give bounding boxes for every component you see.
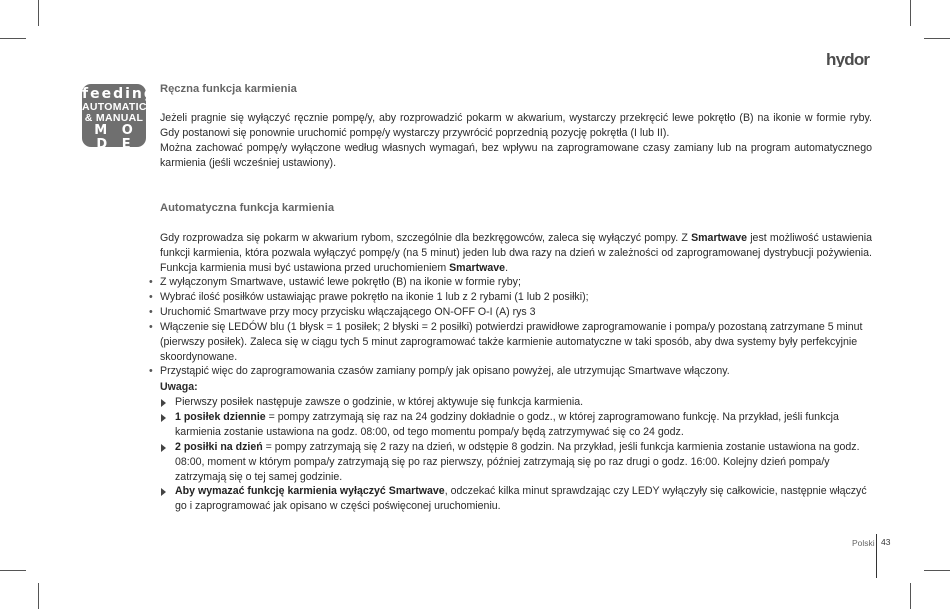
bullet-icon: • (149, 365, 153, 378)
triangle-bullet-icon (161, 414, 166, 422)
bullet-icon: • (149, 276, 153, 288)
bullet-icon: • (149, 320, 153, 333)
note-bold: Aby wymazać funkcję karmienia wyłączyć Smartwave (175, 485, 445, 498)
note-bold: 1 posiłek dziennie (175, 410, 266, 423)
intro-text-e: . (505, 261, 509, 274)
list-item (149, 320, 872, 365)
note-bold: 2 posiłki na dzień (175, 440, 263, 453)
logo-text: hydor (826, 51, 870, 67)
notes-list (160, 395, 872, 514)
footer-language: Polski (852, 538, 875, 548)
note-text: = pompy zatrzymają się 2 razy na dzień, w odstępie 8 godzin. Na przykład, jeśli funkcja karmienia zostanie ustawiona na godz. 08:00, moment w którym pompa/y zatrzymają się po raz pierwszy, później zatrzymają się po raz drugi o godz. 16:00. Kolejny dzień pompa/y zatrzymają się o tej samej godzinie. (175, 440, 860, 483)
automatic-intro (160, 231, 872, 276)
step-text: Włączenie się LEDÓW blu (1 błysk = 1 posiłek; 2 błyski = 2 posiłki) potwierdzi prawidłowe zaprogramowanie i pompa/y pozostaną zatrzymane 5 minut (pierwszy posiłek). Zaleca się w ciągu tych 5 minut zaprogramować także karmienie automatyczne w taki sposób, aby dwa systemy były perfekcyjnie skoordynowane. (160, 320, 863, 363)
intro-text-a: Gdy rozprowadza się pokarm w akwarium rybom, szczególnie dla bezkręgowców, zaleca się wyłączyć pompy. Z (160, 232, 692, 244)
section-title-manual: Ręczna funkcja karmienia (160, 83, 297, 95)
badge-line-feeding: feeding (82, 86, 156, 102)
bullet-icon: • (149, 290, 153, 303)
crop-mark (924, 570, 950, 571)
badge-line-manual: & MANUAL (84, 112, 144, 124)
feeding-mode-badge (82, 84, 156, 152)
list-item (160, 410, 872, 440)
bullet-icon: • (149, 305, 153, 318)
manual-paragraph-2: Można zachować pompę/y wyłączone według własnych wymagań, bez wpływu na zaprogramowane czasy zamiany lub na program automatycznego karmienia (jeśli wcześniej ustawiony). (160, 142, 872, 169)
manual-paragraph-1: Jeżeli pragnie się wyłączyć ręcznie pompę/y, aby rozprowadzić pokarm w akwarium, wystarczy przekręcić lewe pokrętło (B) na ikonie w formie ryby. Gdy postanowi się ponownie uruchomić pompę/y wystarczy przywrócić poprzednią pozycję pokrętła (I lub II). (160, 112, 872, 139)
list-item (160, 484, 872, 514)
hydor-logo (826, 51, 874, 67)
list-item (149, 305, 872, 320)
badge-line-mode: M O D E (94, 123, 138, 152)
badge-line-automatic: AUTOMATIC (82, 101, 147, 113)
crop-mark (0, 38, 26, 39)
note-text: , odczekać kilka minut sprawdzając czy LEDY wyłączyły się całkowicie, następnie włączyć go i zaprogramować jak opisano w części poświęconej uruchomieniu. (175, 485, 867, 513)
crop-mark (910, 583, 911, 609)
list-item (160, 395, 872, 410)
crop-mark (910, 0, 911, 26)
step-text: Z wyłączonym Smartwave, ustawić lewe pokrętło (B) na ikonie w formie ryby; (160, 276, 521, 288)
crop-mark (0, 570, 26, 571)
steps-list (149, 275, 872, 379)
crop-mark (38, 0, 39, 26)
list-item (149, 290, 872, 305)
note-text: Pierwszy posiłek następuje zawsze o godzinie, w której aktywuje się funkcja karmienia. (175, 396, 584, 408)
triangle-bullet-icon (161, 444, 166, 452)
footer-divider (876, 534, 877, 578)
intro-smartwave-2: Smartwave (449, 261, 506, 274)
list-item (160, 440, 872, 485)
page-number: 43 (881, 537, 891, 547)
notes-title: Uwaga: (160, 381, 198, 393)
crop-mark (38, 583, 39, 609)
list-item (149, 275, 872, 290)
step-text: Uruchomić Smartwave przy mocy przycisku włączającego ON-OFF O-I (A) rys 3 (160, 305, 536, 318)
note-text: = pompy zatrzymają się raz na 24 godziny dokładnie o godz., w której zaprogramowano funkcję. Na przykład, jeśli funkcja karmienia zostanie ustawiona na godz. 08:00, od tego momentu pompa/y będą zatrzymywać się co 24 godz. (175, 410, 839, 438)
crop-mark (924, 38, 950, 39)
intro-text-c: jest możliwość ustawienia funkcji karmienia, która pozwala wyłączyć pompę/y (na 5 minut) jeden lub dwa razy na dzień w zależności od zaprogramowanej dystrybucji pożywienia. Funkcja karmienia musi być ustawiona przed uruchomieniem (160, 232, 872, 274)
step-text: Wybrać ilość posiłków ustawiając prawe pokrętło na ikonie 1 lub z 2 rybami (1 lub 2 posiłki); (160, 290, 589, 303)
intro-smartwave-1: Smartwave (691, 232, 748, 244)
triangle-bullet-icon (161, 488, 166, 496)
section-title-automatic: Automatyczna funkcja karmienia (160, 202, 335, 214)
triangle-bullet-icon (161, 399, 166, 407)
list-item (149, 364, 872, 379)
step-text: Przystąpić więc do zaprogramowania czasów zamiany pomp/y jak opisano powyżej, ale utrzymując Smartwave włączony. (160, 365, 730, 378)
